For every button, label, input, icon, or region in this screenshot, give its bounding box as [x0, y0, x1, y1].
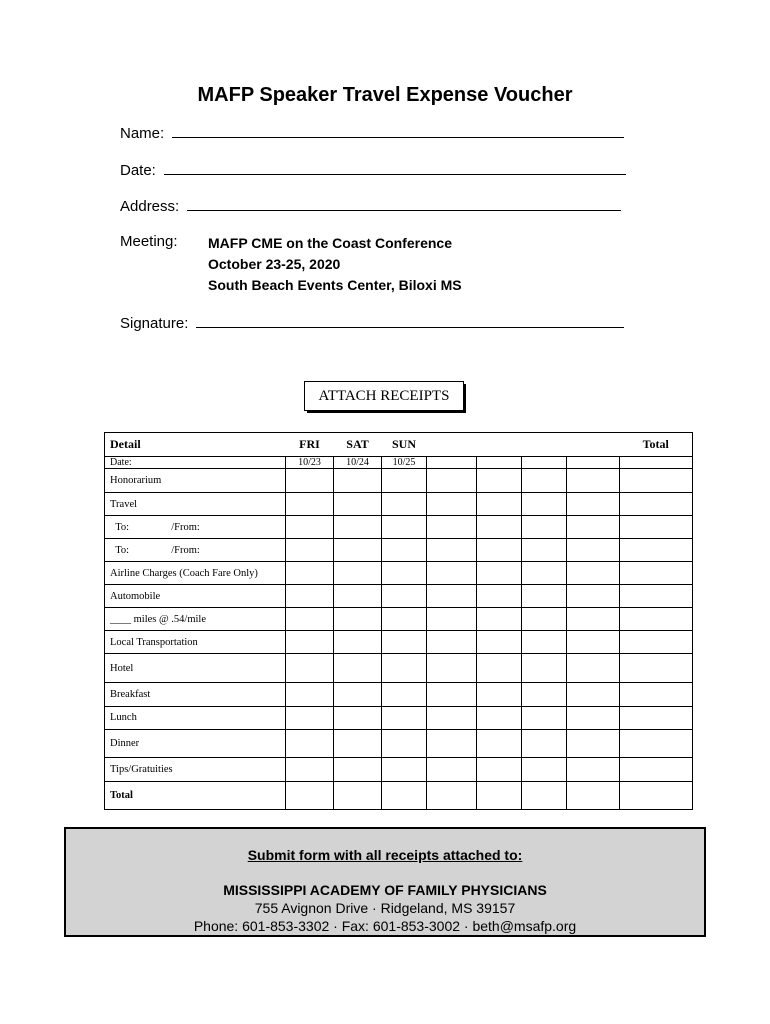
table-row	[105, 654, 693, 682]
attach-receipts-box: ATTACH RECEIPTS	[304, 381, 464, 411]
row-label: Local Transportation	[105, 631, 286, 654]
address-field	[120, 196, 621, 215]
table-header-row	[105, 433, 693, 457]
organization-contact: Phone: 601-853-3302 · Fax: 601-853-3002 · beth@msafp.org	[193, 918, 577, 934]
row-label: Tips/Gratuities	[105, 757, 286, 781]
address-label: Address:	[120, 198, 180, 215]
row-label: Airline Charges (Coach Fare Only)	[105, 562, 286, 585]
table-row	[105, 562, 693, 585]
row-label: ____ miles @ .54/mile	[105, 608, 286, 631]
expense-table	[104, 432, 693, 810]
meeting-line: South Beach Events Center, Biloxi MS	[208, 277, 462, 293]
submit-instructions: Submit form with all receipts attached to:	[247, 847, 523, 863]
organization-name: MISSISSIPPI ACADEMY OF FAMILY PHYSICIANS	[223, 882, 547, 898]
row-label: Breakfast	[105, 682, 286, 706]
submit-box	[64, 827, 706, 937]
header-fri: FRI	[286, 433, 334, 457]
table-row	[105, 585, 693, 608]
table-row-total	[105, 781, 693, 809]
table-row	[105, 493, 693, 516]
meeting-label: Meeting:	[120, 233, 178, 250]
page-title: MAFP Speaker Travel Expense Voucher	[197, 84, 573, 106]
name-line[interactable]	[172, 123, 624, 138]
row-label: Automobile	[105, 585, 286, 608]
table-row	[105, 608, 693, 631]
date-line[interactable]	[164, 160, 626, 175]
table-row	[105, 682, 693, 706]
table-row	[105, 757, 693, 781]
row-label: Hotel	[105, 654, 286, 682]
signature-field	[120, 313, 624, 332]
row-label: Travel	[105, 493, 286, 516]
date-field	[120, 160, 626, 179]
header-detail: Detail	[105, 433, 286, 457]
table-row	[105, 469, 693, 493]
meeting-info	[208, 233, 462, 296]
row-label: Total	[105, 781, 286, 809]
row-label: Honorarium	[105, 469, 286, 493]
table-row	[105, 631, 693, 654]
meeting-line: MAFP CME on the Coast Conference	[208, 235, 452, 251]
meeting-line: October 23-25, 2020	[208, 256, 341, 272]
row-label: To: /From:	[105, 539, 286, 562]
date-row-label: Date:	[105, 457, 286, 469]
header-total: Total	[620, 433, 693, 457]
organization-address: 755 Avignon Drive · Ridgeland, MS 39157	[254, 900, 516, 916]
date-sat: 10/24	[334, 457, 382, 469]
table-row	[105, 729, 693, 757]
table-row	[105, 706, 693, 729]
row-label: Lunch	[105, 706, 286, 729]
row-label: Dinner	[105, 729, 286, 757]
header-sat: SAT	[334, 433, 382, 457]
name-label: Name:	[120, 125, 165, 142]
row-label: To: /From:	[105, 516, 286, 539]
address-line[interactable]	[187, 196, 621, 211]
name-field	[120, 123, 624, 142]
signature-line[interactable]	[196, 313, 624, 328]
date-label: Date:	[120, 162, 156, 179]
date-sun: 10/25	[382, 457, 427, 469]
header-sun: SUN	[382, 433, 427, 457]
table-dates-row	[105, 457, 693, 469]
table-row	[105, 516, 693, 539]
date-fri: 10/23	[286, 457, 334, 469]
signature-label: Signature:	[120, 315, 189, 332]
table-row	[105, 539, 693, 562]
